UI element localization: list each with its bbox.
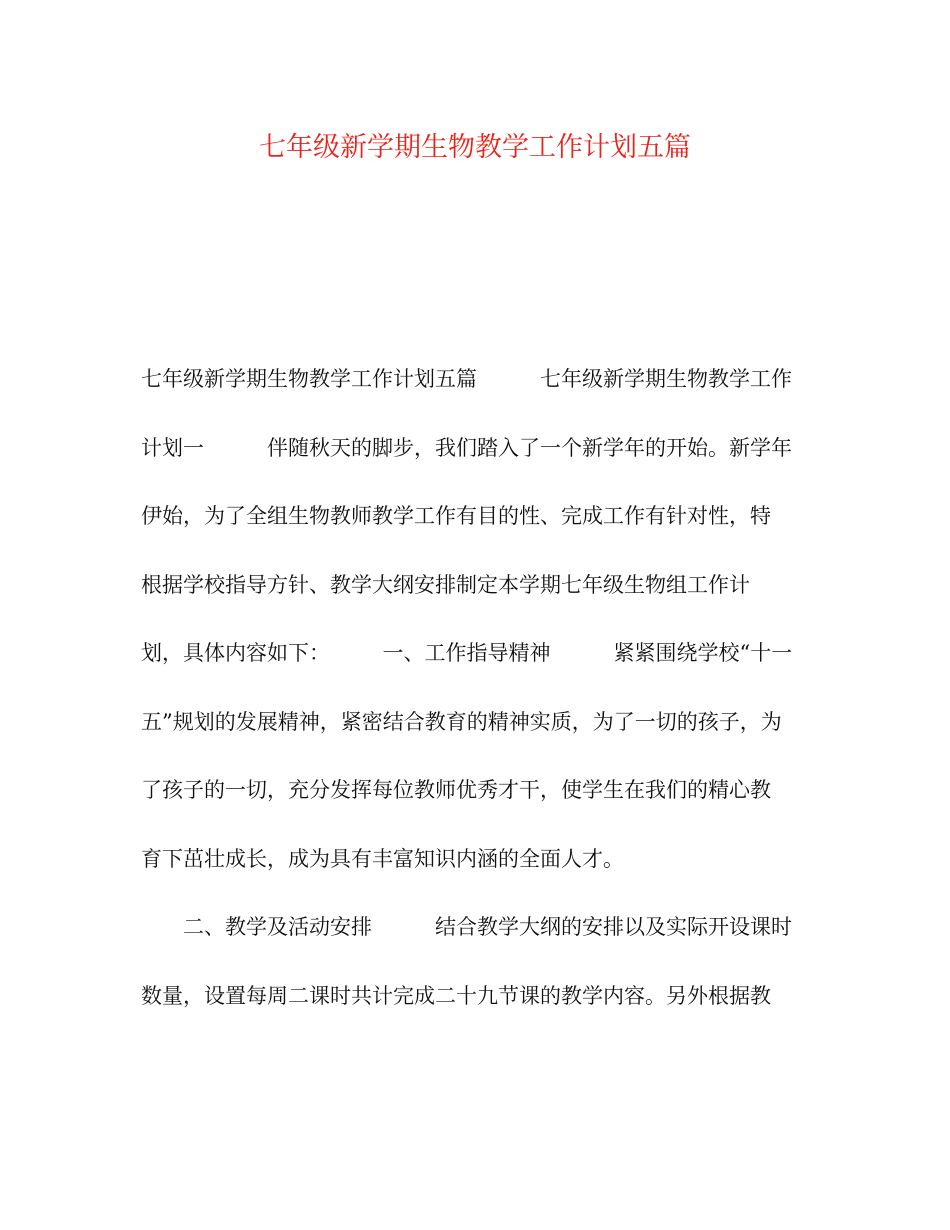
body-line: 七年级新学期生物教学工作计划五篇 七年级新学期生物教学工作 [141,367,792,391]
body-line: 五”规划的发展精神，紧密结合教育的精神实质，为了一切的孩子，为 [141,709,782,734]
body-line: 二、教学及活动安排 结合教学大纲的安排以及实际开设课时 [141,915,792,939]
document-body [141,356,821,1041]
body-line: 计划一 伴随秋天的脚步，我们踏入了一个新学年的开始。新学年 [141,435,792,460]
body-line: 数量，设置每周二课时共计完成二十九节课的教学内容。另外根据教 [141,983,771,1008]
document-title: 七年级新学期生物教学工作计划五篇 [259,132,691,163]
body-line: 育下茁壮成长，成为具有丰富知识内涵的全面人才。 [141,846,624,871]
body-line: 划，具体内容如下： 一、工作指导精神 紧紧围绕学校“十一 [141,641,793,665]
body-line: 根据学校指导方针、教学大纲安排制定本学期七年级生物组工作计 [141,572,750,597]
body-line: 了孩子的一切，充分发挥每位教师优秀才干，使学生在我们的精心教 [141,778,771,802]
body-line: 伊始，为了全组生物教师教学工作有目的性、完成工作有针对性，特 [141,504,771,528]
